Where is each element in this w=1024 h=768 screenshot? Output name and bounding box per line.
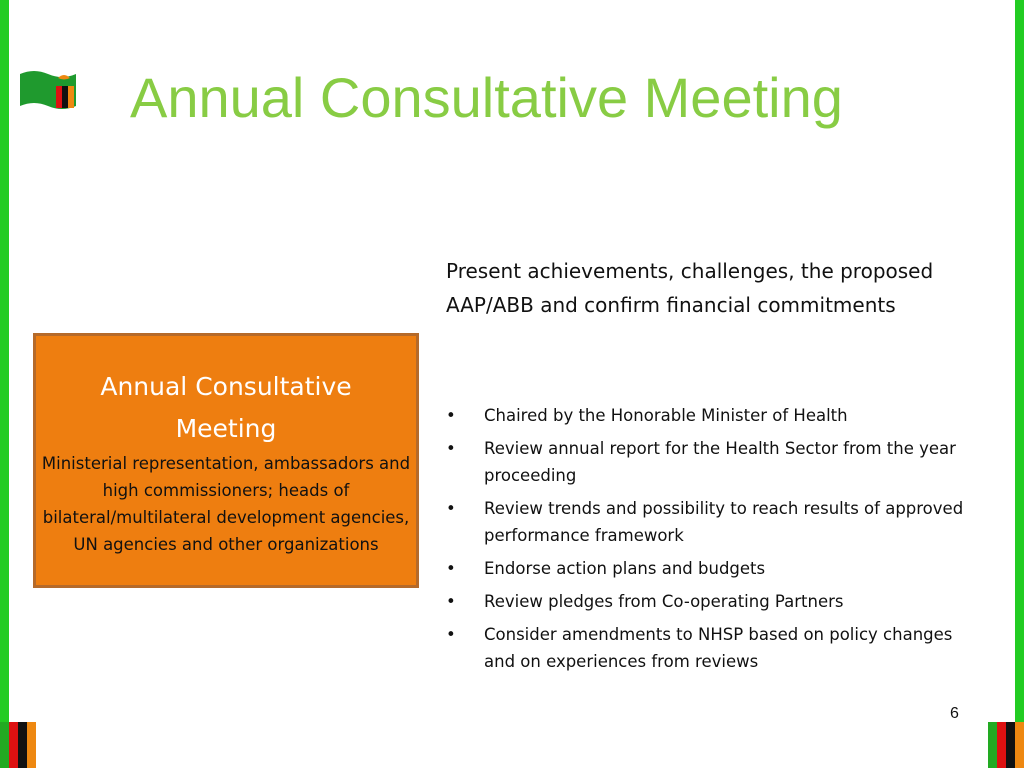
bullet-item: • Review annual report for the Health Sector from the year proceeding <box>446 435 966 489</box>
box-heading: Annual Consultative Meeting <box>100 372 352 443</box>
slide-title: Annual Consultative Meeting <box>130 66 843 129</box>
page-number: 6 <box>950 705 959 722</box>
bullet-icon: • <box>446 625 456 644</box>
bullet-item: • Review trends and possibility to reach results of approved performance framework <box>446 495 966 549</box>
right-flag-stripes <box>988 722 1024 768</box>
left-flag-stripes <box>0 722 36 768</box>
bullet-item: • Chaired by the Honorable Minister of Health <box>446 402 966 429</box>
bullet-icon: • <box>446 592 456 611</box>
bullet-item: • Consider amendments to NHSP based on policy changes and on experiences from reviews <box>446 621 966 675</box>
bullet-icon: • <box>446 559 456 578</box>
bullet-item: • Review pledges from Co-operating Partners <box>446 588 966 615</box>
bullet-item: • Endorse action plans and budgets <box>446 555 966 582</box>
intro-text: Present achievements, challenges, the proposed AAP/ABB and confirm financial commitments <box>446 259 934 317</box>
right-green-border <box>1015 0 1024 722</box>
zambia-flag-icon <box>18 68 76 112</box>
bullet-list <box>446 402 966 681</box>
bullet-icon: • <box>446 439 456 458</box>
bullet-icon: • <box>446 499 456 518</box>
meeting-participants-box <box>33 333 419 588</box>
box-body: Ministerial representation, ambassadors and high commissioners; heads of bilateral/multilateral development agencies, UN agencies and other organizations <box>41 454 411 554</box>
bullet-icon: • <box>446 406 456 425</box>
left-green-border <box>0 0 9 722</box>
